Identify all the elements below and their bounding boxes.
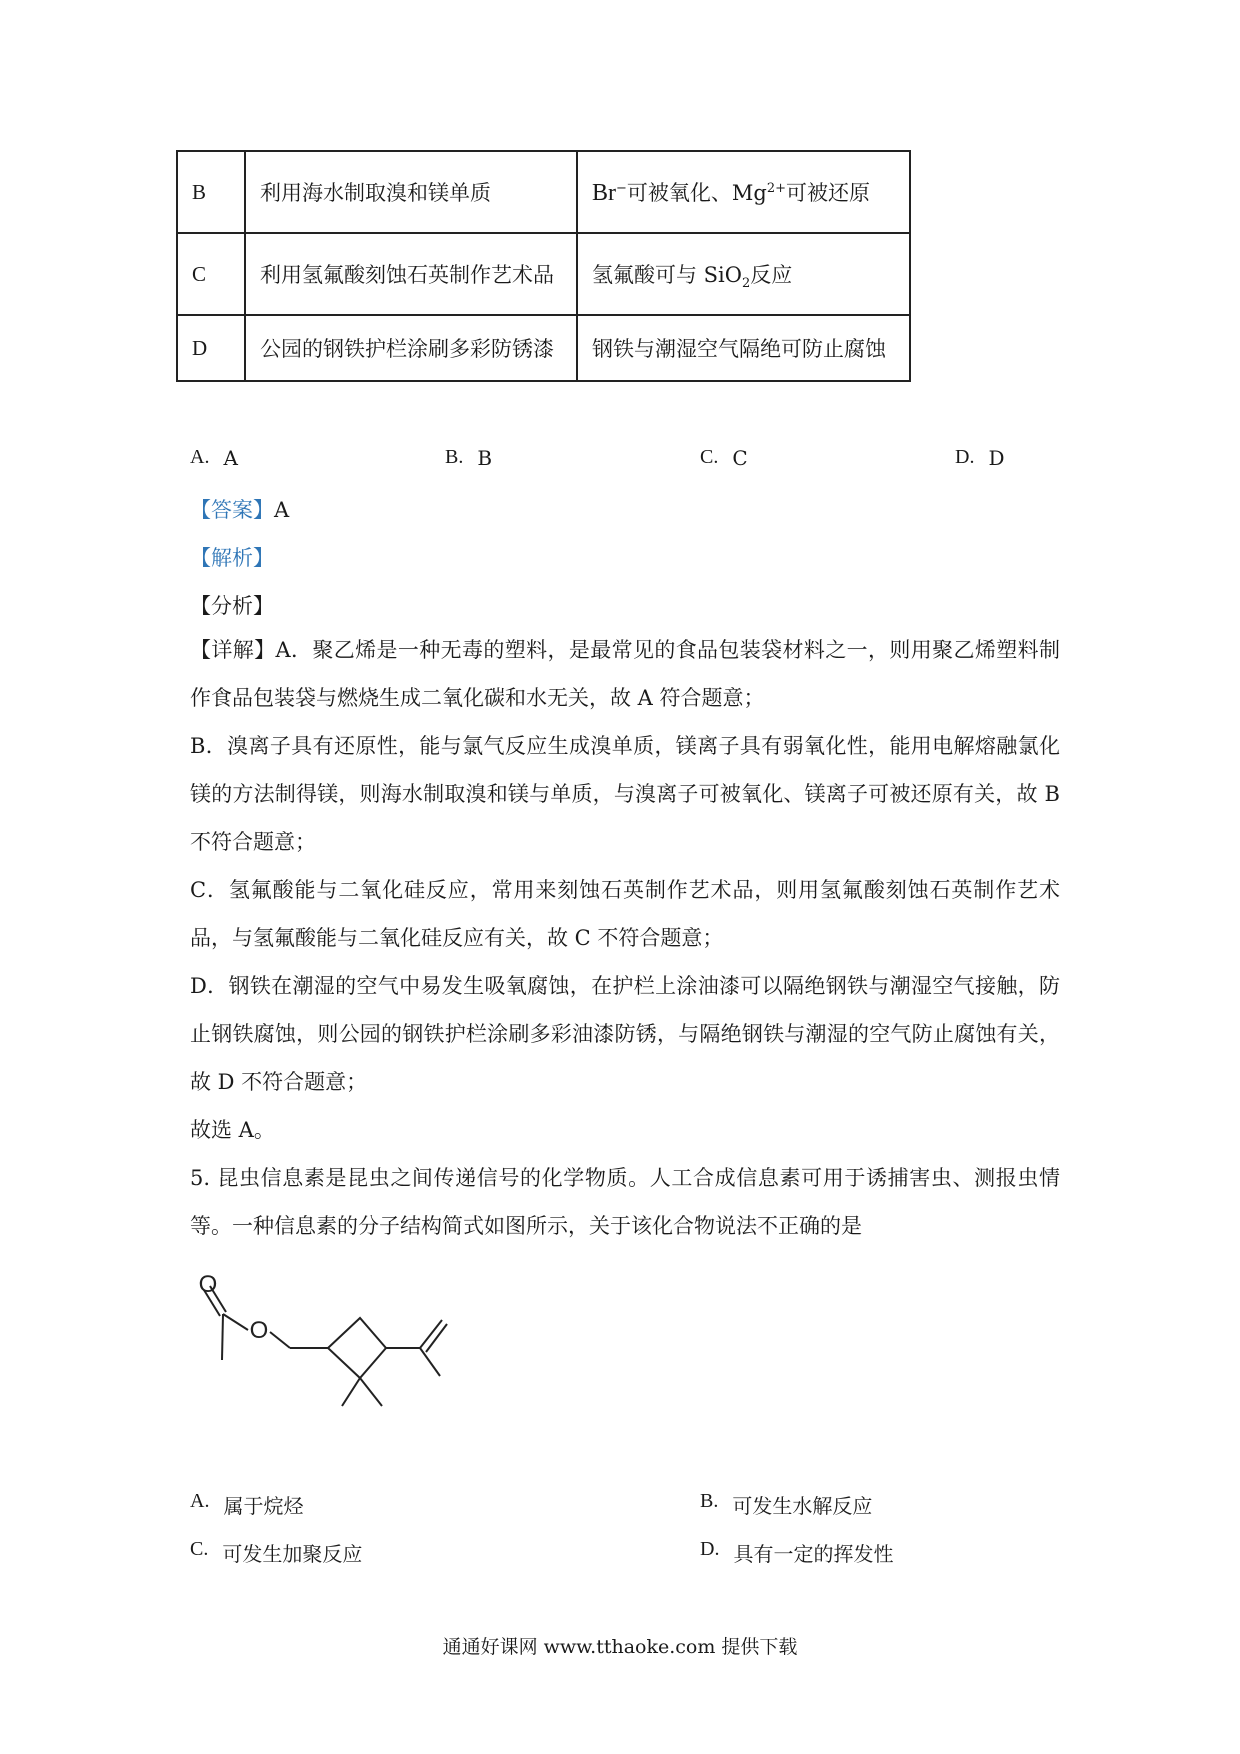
- choice-letter: C.: [190, 1538, 209, 1560]
- formula-subscript: 2: [742, 276, 751, 292]
- row-label: C: [177, 233, 245, 315]
- table-row: [177, 315, 910, 381]
- row-reason: [577, 151, 910, 233]
- detail-c: C．氢氟酸能与二氧化硅反应，常用来刻蚀石英制作艺术品，则用氢氟酸刻蚀石英制作艺术品，与氢氟酸能与二氧化硅反应有关，故 C 不符合题意；: [190, 878, 1060, 950]
- choice-a[interactable]: [190, 446, 445, 470]
- analysis-label: 【解析】: [190, 546, 274, 570]
- detail-b: B．溴离子具有还原性，能与氯气反应生成溴单质，镁离子具有弱氧化性，能用电解熔融氯化镁的方法制得镁，则海水制取溴和镁与单质，与溴离子可被氧化、镁离子可被还原有关，故 B 不符合题意；: [190, 734, 1060, 854]
- oxygen-atom-ester: O: [249, 1317, 269, 1344]
- choice-letter: B.: [445, 446, 464, 468]
- choice-text: 可发生水解反应: [732, 1494, 873, 1518]
- choice-letter: A.: [190, 1490, 210, 1512]
- q5-stem: 5. 昆虫信息素是昆虫之间传递信号的化学物质。人工合成信息素可用于诱捕害虫、测报虫情等。一种信息素的分子结构简式如图所示，关于该化合物说法不正确的是: [190, 1166, 1060, 1238]
- molecule-structure-diagram: [190, 1272, 470, 1432]
- answer-line: [190, 494, 289, 524]
- choice-text: 属于烷烃: [223, 1494, 304, 1518]
- reason-post-text: 反应: [750, 263, 793, 287]
- choice-text: A: [223, 446, 238, 470]
- row-use: 公园的钢铁护栏涂刷多彩防锈漆: [245, 315, 577, 381]
- bromide-symbol: Br: [592, 180, 616, 206]
- row-reason: 钢铁与潮湿空气隔绝可防止腐蚀: [577, 315, 910, 381]
- choice-a[interactable]: [190, 1490, 700, 1519]
- reason-mid-text: 可被氧化、Mg: [626, 181, 767, 205]
- choice-b[interactable]: [700, 1490, 872, 1519]
- choice-text: B: [477, 446, 493, 470]
- options-table: [176, 150, 911, 382]
- q4-choices: [190, 446, 1050, 470]
- oxygen-atom-carbonyl: O: [198, 1272, 218, 1298]
- answer-label: 【答案】: [190, 498, 274, 522]
- charge-superscript: 2+: [766, 181, 787, 196]
- row-reason: [577, 233, 910, 315]
- fenxi-label: 【分析】: [190, 594, 274, 618]
- choice-d[interactable]: [700, 1538, 893, 1567]
- choice-letter: D.: [955, 446, 975, 468]
- choice-text: 具有一定的挥发性: [733, 1542, 894, 1566]
- row-label: D: [177, 315, 245, 381]
- answer-value: A: [274, 498, 290, 522]
- detail-conclusion: 故选 A。: [190, 1118, 275, 1142]
- choice-letter: B.: [700, 1490, 719, 1512]
- reason-post-text: 可被还原: [786, 181, 871, 205]
- choice-text: C: [732, 446, 748, 470]
- detail-paragraphs: [190, 626, 1060, 1250]
- footer-watermark: 通通好课网 www.tthaoke.com 提供下载: [442, 1636, 798, 1658]
- q5-choices-row-2: [190, 1538, 1050, 1567]
- choice-letter: C.: [700, 446, 719, 468]
- q5-choices-row-1: [190, 1490, 1050, 1519]
- row-use: 利用氢氟酸刻蚀石英制作艺术品: [245, 233, 577, 315]
- choice-text: 可发生加聚反应: [222, 1542, 363, 1566]
- choice-d[interactable]: [955, 446, 1005, 470]
- choice-b[interactable]: [445, 446, 700, 470]
- choice-letter: A.: [190, 446, 210, 468]
- table-row: [177, 233, 910, 315]
- table-row: [177, 151, 910, 233]
- reason-pre-text: 氢氟酸可与 SiO: [592, 263, 742, 287]
- row-label: B: [177, 151, 245, 233]
- detail-d: D．钢铁在潮湿的空气中易发生吸氧腐蚀，在护栏上涂油漆可以隔绝钢铁与潮湿空气接触，防止钢铁腐蚀，则公园的钢铁护栏涂刷多彩油漆防锈，与隔绝钢铁与潮湿的空气防止腐蚀有关，故 D 不符合题意；: [190, 974, 1060, 1094]
- detail-a: 【详解】A．聚乙烯是一种无毒的塑料，是最常见的食品包装袋材料之一，则用聚乙烯塑料制作食品包装袋与燃烧生成二氧化碳和水无关，故 A 符合题意；: [190, 638, 1060, 710]
- charge-superscript: −: [616, 181, 627, 196]
- row-use: 利用海水制取溴和镁单质: [245, 151, 577, 233]
- choice-c[interactable]: [190, 1538, 700, 1567]
- choice-c[interactable]: [700, 446, 955, 470]
- choice-letter: D.: [700, 1538, 720, 1560]
- choice-text: D: [988, 446, 1005, 470]
